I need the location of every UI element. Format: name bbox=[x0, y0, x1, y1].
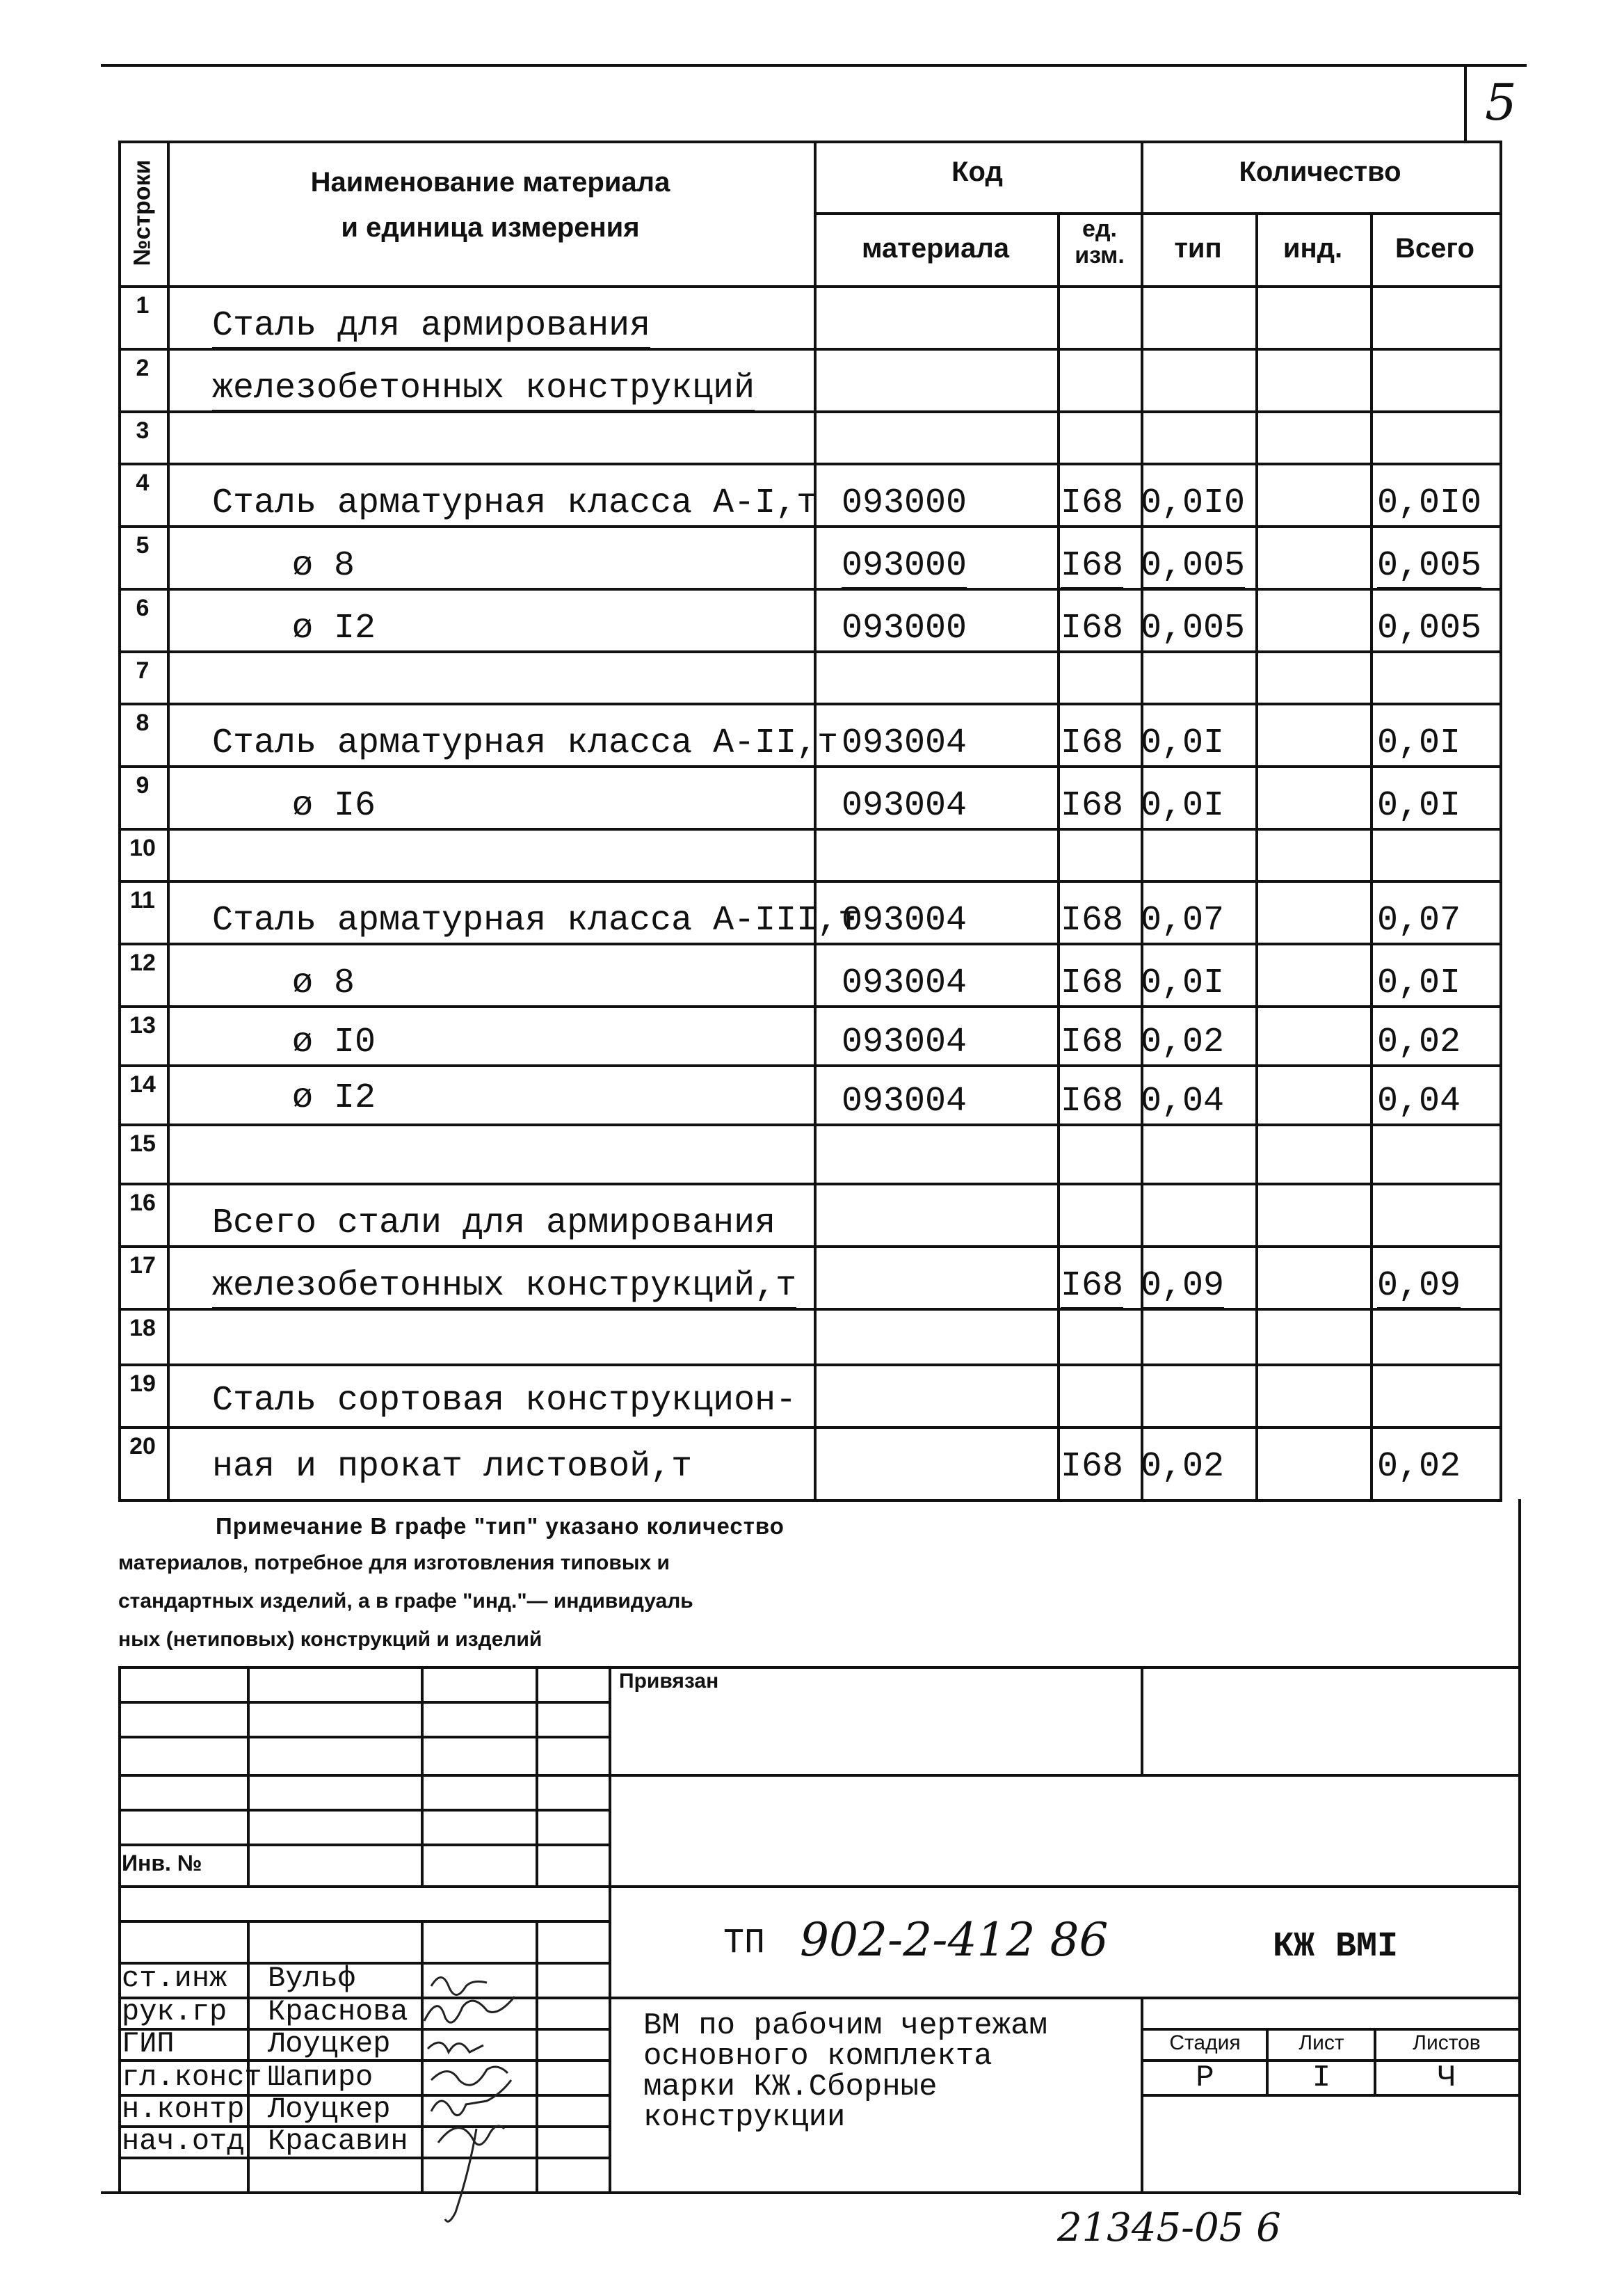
top-rule bbox=[101, 64, 1527, 67]
row-number: 9 bbox=[136, 772, 150, 799]
row-number: 6 bbox=[136, 595, 150, 621]
page-number: 5 bbox=[1485, 73, 1517, 131]
bound-label: Привязан bbox=[619, 1670, 719, 1693]
signature-role: гл.конст bbox=[122, 2061, 262, 2094]
unit-code: I68 bbox=[1061, 609, 1124, 648]
signature-name: Краснова bbox=[268, 1995, 408, 2029]
signature-role: рук.гр bbox=[122, 1995, 227, 2029]
material-code: 093004 bbox=[842, 1082, 967, 1121]
qty-type: 0,09 bbox=[1141, 1266, 1224, 1309]
qty-total: 0,02 bbox=[1377, 1023, 1461, 1062]
row-number: 5 bbox=[136, 532, 150, 559]
row-number: 3 bbox=[136, 417, 150, 444]
name-header-line1: Наименование материала bbox=[310, 167, 670, 198]
row-number: 8 bbox=[136, 710, 150, 736]
material-code: 093000 bbox=[842, 609, 967, 648]
qty-total: 0,0I bbox=[1377, 723, 1461, 763]
row-number: 13 bbox=[129, 1012, 156, 1039]
qty-total: 0,07 bbox=[1377, 901, 1461, 941]
row-number: 1 bbox=[136, 292, 150, 319]
material-name: ная и прокат листовой,т bbox=[212, 1447, 693, 1487]
material-name: Сталь для армирования bbox=[212, 306, 650, 349]
material-name: железобетонных конструкций bbox=[212, 369, 755, 412]
material-name: ø 8 bbox=[292, 546, 355, 586]
material-name: Сталь сортовая конструкцион- bbox=[212, 1381, 797, 1421]
material-name: ø I2 bbox=[292, 609, 376, 648]
signature-role: н.контр bbox=[122, 2093, 245, 2126]
material-code: 093004 bbox=[842, 901, 967, 941]
unit-code: I68 bbox=[1061, 901, 1124, 941]
signature-name: Красавин bbox=[268, 2125, 408, 2158]
material-name: железобетонных конструкций,т bbox=[212, 1266, 796, 1309]
note-line2: материалов, потребное для изготовления типовых и bbox=[118, 1551, 670, 1574]
row-number: 4 bbox=[136, 470, 150, 496]
code-header: Код bbox=[951, 157, 1003, 187]
material-name: ø I2 bbox=[292, 1078, 376, 1118]
unit-code: I68 bbox=[1061, 786, 1124, 826]
page-number-box-border bbox=[1464, 64, 1467, 141]
sheets-value: Ч bbox=[1437, 2061, 1456, 2095]
qty-total: 0,09 bbox=[1377, 1266, 1461, 1309]
qty-type: 0,02 bbox=[1141, 1023, 1225, 1062]
qty-total: 0,005 bbox=[1377, 609, 1482, 648]
qty-type: 0,0I bbox=[1141, 723, 1225, 763]
qty-type: 0,02 bbox=[1141, 1447, 1225, 1487]
qty-total: 0,04 bbox=[1377, 1082, 1461, 1121]
row-number: 19 bbox=[129, 1370, 156, 1397]
qty-total-header: Всего bbox=[1395, 233, 1474, 264]
row-number: 7 bbox=[136, 657, 150, 684]
handwritten-signatures-icon bbox=[417, 1962, 598, 2240]
row-number: 17 bbox=[129, 1252, 156, 1279]
qty-type: 0,0I bbox=[1141, 786, 1225, 826]
qty-type: 0,0I0 bbox=[1141, 483, 1246, 523]
archive-code: 21345-05 6 bbox=[1057, 2205, 1281, 2250]
signature-name: Лоуцкер bbox=[268, 2093, 391, 2126]
sheet-label: Лист bbox=[1299, 2031, 1344, 2054]
material-name: Сталь арматурная класса А-I,т bbox=[212, 483, 818, 523]
stage-value: Р bbox=[1196, 2061, 1214, 2095]
code-material-header: материала bbox=[861, 233, 1010, 264]
unit-code: I68 bbox=[1061, 546, 1123, 589]
inventory-number-label: Инв. № bbox=[122, 1850, 202, 1876]
qty-type-header: тип bbox=[1174, 233, 1222, 264]
material-code: 093004 bbox=[842, 1023, 967, 1062]
quantity-header: Количество bbox=[1239, 157, 1401, 187]
qty-total: 0,0I0 bbox=[1377, 483, 1482, 523]
row-number: 16 bbox=[129, 1190, 156, 1216]
unit-code: I68 bbox=[1061, 963, 1124, 1003]
signature-role: ст.инж bbox=[122, 1962, 227, 1995]
doc-title: ВМ по рабочим чертежам основного комплекта марки КЖ.Сборные конструкции bbox=[643, 2008, 1047, 2135]
qty-type: 0,0I bbox=[1141, 963, 1225, 1003]
doc-number: 902-2-412 86 bbox=[800, 1913, 1109, 1967]
unit-code: I68 bbox=[1061, 483, 1124, 523]
unit-code: I68 bbox=[1061, 1447, 1124, 1487]
signature-name: Шапиро bbox=[268, 2061, 373, 2094]
material-code: 093004 bbox=[842, 963, 967, 1003]
material-code: 093004 bbox=[842, 723, 967, 763]
material-code: 093004 bbox=[842, 786, 967, 826]
qty-total: 0,02 bbox=[1377, 1447, 1461, 1487]
row-number: 12 bbox=[129, 950, 156, 976]
material-name: Всего стали для армирования bbox=[212, 1204, 776, 1243]
qty-type: 0,04 bbox=[1141, 1082, 1225, 1121]
row-number: 14 bbox=[129, 1071, 156, 1098]
note-line1: Примечание В графе "тип" указано количество bbox=[216, 1513, 785, 1539]
doc-prefix: ТП bbox=[723, 1924, 766, 1963]
material-code: 093000 bbox=[842, 483, 967, 523]
doc-mark: КЖ ВМI bbox=[1273, 1927, 1399, 1967]
signature-role: нач.отд bbox=[122, 2125, 245, 2158]
material-name: ø I0 bbox=[292, 1023, 376, 1062]
qty-type: 0,07 bbox=[1141, 901, 1225, 941]
qty-ind-header: инд. bbox=[1283, 233, 1343, 264]
qty-type: 0,005 bbox=[1141, 546, 1245, 589]
row-number: 10 bbox=[129, 835, 156, 861]
material-code: 093000 bbox=[842, 546, 967, 589]
sheet-value: I bbox=[1312, 2061, 1331, 2095]
row-number: 15 bbox=[129, 1130, 156, 1157]
unit-code: I68 bbox=[1061, 723, 1124, 763]
row-number: 11 bbox=[130, 887, 155, 913]
note-line3: стандартных изделий, а в графе "инд."— индивидуаль bbox=[118, 1590, 693, 1613]
unit-code: I68 bbox=[1061, 1266, 1123, 1309]
material-name: ø I6 bbox=[292, 786, 376, 826]
name-header-line2: и единица измерения bbox=[341, 212, 640, 243]
row-number: 20 bbox=[129, 1433, 156, 1460]
signature-role: ГИП bbox=[122, 2027, 175, 2061]
signature-name: Вульф bbox=[268, 1962, 356, 1995]
sheets-label: Листов bbox=[1413, 2031, 1481, 2054]
row-number: 18 bbox=[129, 1315, 156, 1341]
stage-label: Стадия bbox=[1169, 2031, 1241, 2054]
note-line4: ных (нетиповых) конструкций и изделий bbox=[118, 1628, 542, 1651]
unit-code: I68 bbox=[1061, 1082, 1124, 1121]
qty-total: 0,0I bbox=[1377, 786, 1461, 826]
row-number: 2 bbox=[136, 355, 150, 381]
material-name: Сталь арматурная класса А-III,т bbox=[212, 901, 860, 941]
qty-total: 0,005 bbox=[1377, 546, 1481, 589]
signature-name: Лоуцкер bbox=[268, 2027, 391, 2061]
material-name: Сталь арматурная класса А-II,т bbox=[212, 723, 839, 763]
material-name: ø 8 bbox=[292, 963, 355, 1003]
row-number-header: №строки bbox=[129, 159, 156, 266]
unit-code: I68 bbox=[1061, 1023, 1124, 1062]
qty-total: 0,0I bbox=[1377, 963, 1461, 1003]
qty-type: 0,005 bbox=[1141, 609, 1246, 648]
code-unit-header: ед. изм. bbox=[1075, 216, 1125, 269]
frame-right bbox=[1518, 1499, 1521, 2195]
